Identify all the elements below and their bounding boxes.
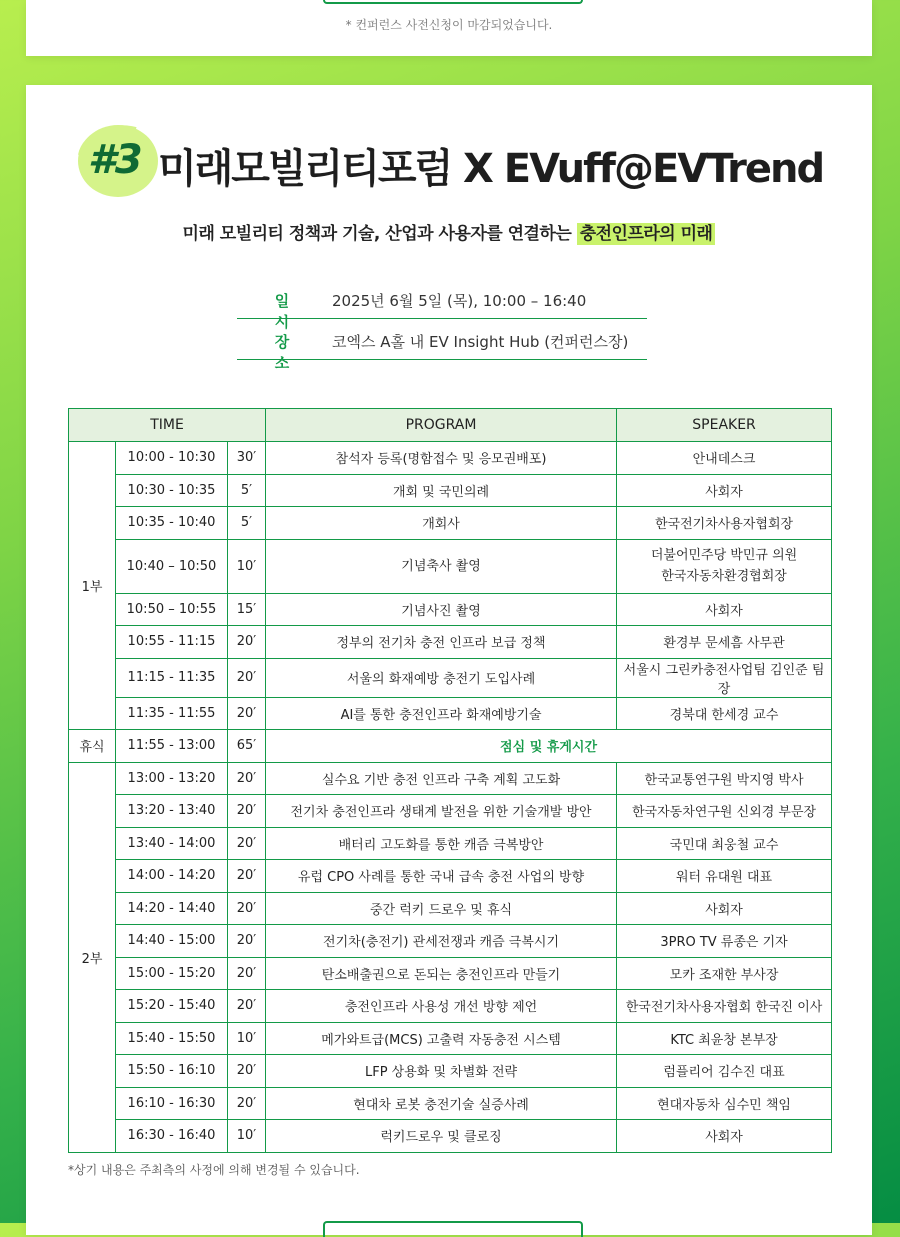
row-duration: 20′: [228, 795, 266, 828]
row-time: 13:20 - 13:40: [116, 795, 228, 828]
table-row: [69, 626, 832, 659]
row-speaker: 모카 조재한 부사장: [617, 957, 832, 990]
subtitle-highlight: 충전인프라의 미래: [577, 223, 716, 245]
speaker-line: 더불어민주당 박민규 의원: [650, 548, 798, 563]
table-row-break: [69, 730, 832, 763]
row-time: 15:40 - 15:50: [116, 1022, 228, 1055]
row-time: 15:20 - 15:40: [116, 990, 228, 1023]
row-speaker: 안내데스크: [617, 442, 832, 475]
table-row: [69, 860, 832, 893]
table-row: [69, 507, 832, 540]
table-row: [69, 474, 832, 507]
row-program: 참석자 등록(명함접수 및 응모권배포): [266, 442, 617, 475]
row-time: 16:10 - 16:30: [116, 1087, 228, 1120]
break-label: 휴식: [69, 730, 116, 763]
row-speaker: 3PRO TV 류종은 기자: [617, 925, 832, 958]
section-title: 미래모빌리티포럼 X EVuff@EVTrend: [158, 146, 824, 192]
row-time: 11:55 - 13:00: [116, 730, 228, 763]
row-program: 개회사: [266, 507, 617, 540]
table-row: [69, 795, 832, 828]
row-duration: 15′: [228, 593, 266, 626]
place-row: [237, 319, 647, 372]
row-program: 현대차 로봇 충전기술 실증사례: [266, 1087, 617, 1120]
row-duration: 20′: [228, 762, 266, 795]
table-row: [69, 697, 832, 730]
row-duration: 65′: [228, 730, 266, 763]
table-row: [69, 1055, 832, 1088]
registration-button-edge[interactable]: [323, 0, 583, 4]
row-duration: 20′: [228, 892, 266, 925]
row-time: 10:35 - 10:40: [116, 507, 228, 540]
row-duration: 20′: [228, 827, 266, 860]
row-time: 15:50 - 16:10: [116, 1055, 228, 1088]
row-duration: 20′: [228, 990, 266, 1023]
row-duration: 20′: [228, 1055, 266, 1088]
date-row: [237, 278, 647, 331]
row-program: 럭키드로우 및 클로징: [266, 1120, 617, 1153]
row-time: 11:35 - 11:55: [116, 697, 228, 730]
header-time: TIME: [69, 409, 266, 442]
row-speaker: 서울시 그린카충전사업팀 김인준 팀장: [617, 658, 832, 697]
row-program: 탄소배출권으로 돈되는 충전인프라 만들기: [266, 957, 617, 990]
row-duration: 30′: [228, 442, 266, 475]
table-row: [69, 827, 832, 860]
part-label: 2부: [69, 762, 116, 1152]
row-speaker: 사회자: [617, 593, 832, 626]
row-duration: 20′: [228, 658, 266, 697]
row-speaker: 국민대 최웅철 교수: [617, 827, 832, 860]
badge-label: #3: [88, 137, 142, 183]
row-program: 기념사진 촬영: [266, 593, 617, 626]
row-time: 13:40 - 14:00: [116, 827, 228, 860]
row-speaker: 사회자: [617, 474, 832, 507]
row-program: 기념축사 촬영: [266, 539, 617, 593]
row-speaker: 사회자: [617, 892, 832, 925]
row-speaker: 한국자동차연구원 신외경 부문장: [617, 795, 832, 828]
break-program: 점심 및 휴게시간: [266, 730, 832, 763]
row-time: 14:00 - 14:20: [116, 860, 228, 893]
schedule-footnote: *상기 내용은 주최측의 사정에 의해 변경될 수 있습니다.: [68, 1163, 360, 1177]
row-program: 중간 럭키 드로우 및 휴식: [266, 892, 617, 925]
row-program: 개회 및 국민의례: [266, 474, 617, 507]
date-value: 2025년 6월 5일 (목), 10:00 – 16:40: [332, 292, 587, 310]
row-speaker: 환경부 문세흠 사무관: [617, 626, 832, 659]
next-button-edge[interactable]: [323, 1221, 583, 1237]
table-header-row: [69, 409, 832, 442]
row-duration: 10′: [228, 539, 266, 593]
schedule-table: [68, 408, 832, 1153]
row-duration: 20′: [228, 1087, 266, 1120]
row-program: 전기차 충전인프라 생태계 발전을 위한 기술개발 방안: [266, 795, 617, 828]
row-duration: 5′: [228, 507, 266, 540]
registration-closed-notice: * 컨퍼런스 사전신청이 마감되었습니다.: [345, 18, 553, 32]
row-duration: 5′: [228, 474, 266, 507]
row-time: 11:15 - 11:35: [116, 658, 228, 697]
table-row: [69, 957, 832, 990]
row-duration: 10′: [228, 1120, 266, 1153]
header-program: PROGRAM: [266, 409, 617, 442]
table-row: [69, 442, 832, 475]
row-speaker: 사회자: [617, 1120, 832, 1153]
table-row: [69, 593, 832, 626]
row-speaker: 경북대 한세경 교수: [617, 697, 832, 730]
place-value: 코엑스 A홀 내 EV Insight Hub (컨퍼런스장): [332, 333, 629, 351]
part-label: 1부: [69, 442, 116, 730]
row-program: 전기차(충전기) 관세전쟁과 캐즘 극복시기: [266, 925, 617, 958]
row-time: 16:30 - 16:40: [116, 1120, 228, 1153]
table-row: [69, 892, 832, 925]
subtitle-text: 미래 모빌리티 정책과 기술, 산업과 사용자를 연결하는: [182, 224, 577, 244]
row-program: 서울의 화재예방 충전기 도입사례: [266, 658, 617, 697]
table-row: [69, 658, 832, 697]
row-program: 충전인프라 사용성 개선 방향 제언: [266, 990, 617, 1023]
row-program: 배터리 고도화를 통한 캐즘 극복방안: [266, 827, 617, 860]
row-time: 10:00 - 10:30: [116, 442, 228, 475]
row-program: 메가와트급(MCS) 고출력 자동충전 시스템: [266, 1022, 617, 1055]
header-speaker: SPEAKER: [617, 409, 832, 442]
row-program: 실수요 기반 충전 인프라 구축 계획 고도화: [266, 762, 617, 795]
row-time: 14:40 - 15:00: [116, 925, 228, 958]
row-program: 정부의 전기차 충전 인프라 보급 정책: [266, 626, 617, 659]
section-number-badge: [74, 123, 158, 199]
table-row: [69, 539, 832, 593]
row-program: AI를 통한 충전인프라 화재예방기술: [266, 697, 617, 730]
row-time: 10:40 – 10:50: [116, 539, 228, 593]
row-program: LFP 상용화 및 차별화 전략: [266, 1055, 617, 1088]
speaker-line: 한국자동차환경협회장: [661, 569, 787, 584]
row-time: 10:50 – 10:55: [116, 593, 228, 626]
row-time: 14:20 - 14:40: [116, 892, 228, 925]
section-title-row: [72, 123, 832, 201]
row-duration: 10′: [228, 1022, 266, 1055]
row-speaker: 현대자동차 심수민 책임: [617, 1087, 832, 1120]
table-row: [69, 1022, 832, 1055]
row-duration: 20′: [228, 860, 266, 893]
row-time: 10:55 - 11:15: [116, 626, 228, 659]
row-duration: 20′: [228, 925, 266, 958]
row-program: 유럽 CPO 사례를 통한 국내 급속 충전 사업의 방향: [266, 860, 617, 893]
table-row: [69, 1087, 832, 1120]
row-speaker: [617, 539, 832, 593]
table-row: [69, 1120, 832, 1153]
row-speaker: 한국전기차사용자협회장: [617, 507, 832, 540]
row-speaker: KTC 최윤창 본부장: [617, 1022, 832, 1055]
row-speaker: 럼플리어 김수진 대표: [617, 1055, 832, 1088]
table-row: [69, 990, 832, 1023]
table-row: [69, 762, 832, 795]
event-info: [237, 278, 647, 372]
row-time: 15:00 - 15:20: [116, 957, 228, 990]
row-duration: 20′: [228, 626, 266, 659]
row-speaker: 한국전기차사용자협회 한국진 이사: [617, 990, 832, 1023]
row-time: 13:00 - 13:20: [116, 762, 228, 795]
place-label: 장 소: [274, 333, 310, 372]
table-row: [69, 925, 832, 958]
row-speaker: 한국교통연구원 박지영 박사: [617, 762, 832, 795]
section-subtitle: [26, 219, 872, 244]
previous-section-card: [26, 0, 872, 56]
row-duration: 20′: [228, 697, 266, 730]
row-duration: 20′: [228, 957, 266, 990]
row-time: 10:30 - 10:35: [116, 474, 228, 507]
forum-section-card: [26, 85, 872, 1235]
date-label: 일 시: [274, 292, 310, 331]
row-speaker: 워터 유대원 대표: [617, 860, 832, 893]
